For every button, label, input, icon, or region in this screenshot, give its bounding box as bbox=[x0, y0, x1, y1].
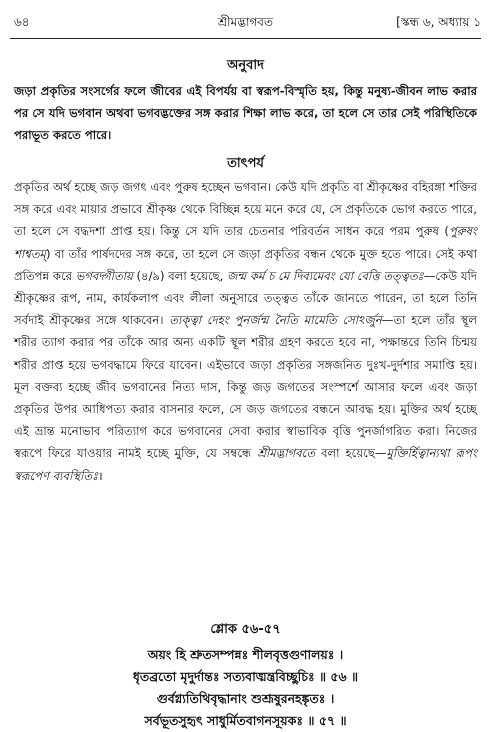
purport-segment: ) বা তাঁর পার্ষদদের সঙ্গ করে, তা হলে সে জড়া প্রকৃতির বন্ধন থেকে মুক্ত হতে পারে। সেই কথা প্রতিপন্ন করে bbox=[14, 246, 477, 283]
sloka-line: অয়ং হি শ্রুতসম্পন্নঃ শীলবৃত্তগুণালয়ঃ । bbox=[147, 647, 344, 662]
section-reference: [স্কন্ধ ৬, অধ্যায় ১ bbox=[396, 15, 481, 29]
purport-quote: ভগবদ্গীতায় bbox=[75, 268, 133, 283]
anuvad-heading: অনুবাদ bbox=[227, 58, 264, 73]
sloka-heading: শ্লোক ৫৬-৫৭ bbox=[210, 622, 281, 637]
page-number: ৬৪ bbox=[14, 15, 30, 29]
purport-segment: (৪/৯) বলা হয়েছে, bbox=[132, 268, 228, 283]
book-title: শ্রীমদ্ভাগবত bbox=[217, 15, 273, 29]
purport-segment: প্রকৃতির অর্থ হচ্ছে জড় জগৎ এবং পুরুষ হচ্ছেন ভগবান। কেউ যদি প্রকৃতি বা শ্রীকৃষ্ণের বহিরঙ্গা শক্তির সঙ্গ করে এবং মায়ার প্রভাবে শ্রীকৃষ্ণ থেকে বিচ্ছিন্ন হয়ে মনে করে যে, সে প্রকৃতিকে ভোগ করতে পারে, তা হলে সে বদ্ধদশা প্রাপ্ত হয়। কিন্তু সে যদি তার চেতনার পরিবর্তন সাধন করে পরম পুরুষ ( bbox=[14, 180, 477, 239]
anuvad-text: জড়া প্রকৃতির সংসর্গের ফলে জীবের এই বিপর্যয় বা স্বরূপ-বিস্মৃতি হয়, কিন্তু মনুষ্য-জীবন লাভ করার পর সে যদি ভগবান অথবা ভগবদ্ভক্তের সঙ্গ করার শিক্ষা লাভ করে, তা হলে সে তার সেই পরিস্থিতিকে পরাভূত করতে পারে। bbox=[14, 84, 477, 143]
purport-quote: জন্ম কর্ম চ মে দিব্যমেবং যো বেত্তি তত্ত্বতঃ bbox=[227, 268, 424, 283]
header-rule bbox=[10, 38, 481, 39]
sloka-line: সর্বভূতসুহৃৎ সাধুর্মিতবাগনসূয়কঃ ॥ ৫৭ ॥ bbox=[144, 713, 347, 728]
purport-segment: —তা হলে তাঁর স্থূল শরীর ত্যাগ করার পর তাঁকে আর অন্য একটি স্থূল শরীর গ্রহণ করতে হবে না, পক্ষান্তরে তিনি চিন্ময় শরীর প্রাপ্ত হয়ে ভগবদ্ধামে ফিরে যাবেন। এইভাবে জড়া প্রকৃতির সঙ্গজনিত দুঃখ-দুর্দশার সমাপ্তি হয়। মূল বক্তব্য হচ্ছে জীব ভগবানের নিত্য দাস, কিন্তু জড় জগতের সংস্পর্শে আসার ফলে এবং জড়া প্রকৃতির উপর আধিপত্য করার বাসনার ফলে, সে জড় জগতের বন্ধনে আবদ্ধ হয়। মুক্তির অর্থ হচ্ছে এই ভ্রান্ত মনোভাব পরিত্যাগ করে ভগবানের সেবা করার স্বাভাবিক বৃত্তি পুনর্জাগরিত করা। নিজের স্বরূপে ফিরে যাওয়ার নামই হচ্ছে মুক্তি, যে সম্বন্ধে bbox=[14, 313, 477, 461]
sloka-verses bbox=[0, 644, 491, 732]
sloka-line: ধৃতব্রতো মৃদুর্দান্তঃ সত্যবাঙ্মন্ত্রবিচ্ছুচিঃ ॥ ৫৬ ॥ bbox=[132, 669, 359, 684]
purport-quote: ত্যক্ত্বা দেহং পুনর্জন্ম নৈতি মামেতি সোঽর্জুন bbox=[169, 313, 382, 328]
purport-segment: । bbox=[98, 468, 103, 483]
tatparya-heading: তাৎপর্য bbox=[227, 156, 264, 171]
page-header bbox=[10, 12, 481, 36]
purport-segment: বলা হয়েছে— bbox=[315, 446, 387, 461]
purport-segment: —কেউ যদি শ্রীকৃষ্ণের রূপ, নাম, কার্যকলাপ এবং লীলা অনুসারে তত্ত্বত তাঁকে জানতে পারেন, তা হলে তিনি সর্বদাই শ্রীকৃষ্ণের সঙ্গে থাকবেন। bbox=[14, 268, 477, 328]
sloka-line: গুর্বগ্ন্যতিথিবৃদ্ধানাং শুশ্রূষুরনহঙ্কৃতঃ । bbox=[156, 691, 335, 706]
purport-quote: মুক্তির্হিত্বান্যথা রূপং স্বরূপেণ ব্যবস্থিতিঃ bbox=[14, 446, 477, 483]
purport-quote: পুরুষং শাশ্বতম্ bbox=[14, 224, 477, 261]
tatparya-text bbox=[14, 176, 477, 487]
purport-quote: শ্রীমদ্ভাগবতে bbox=[257, 446, 316, 461]
